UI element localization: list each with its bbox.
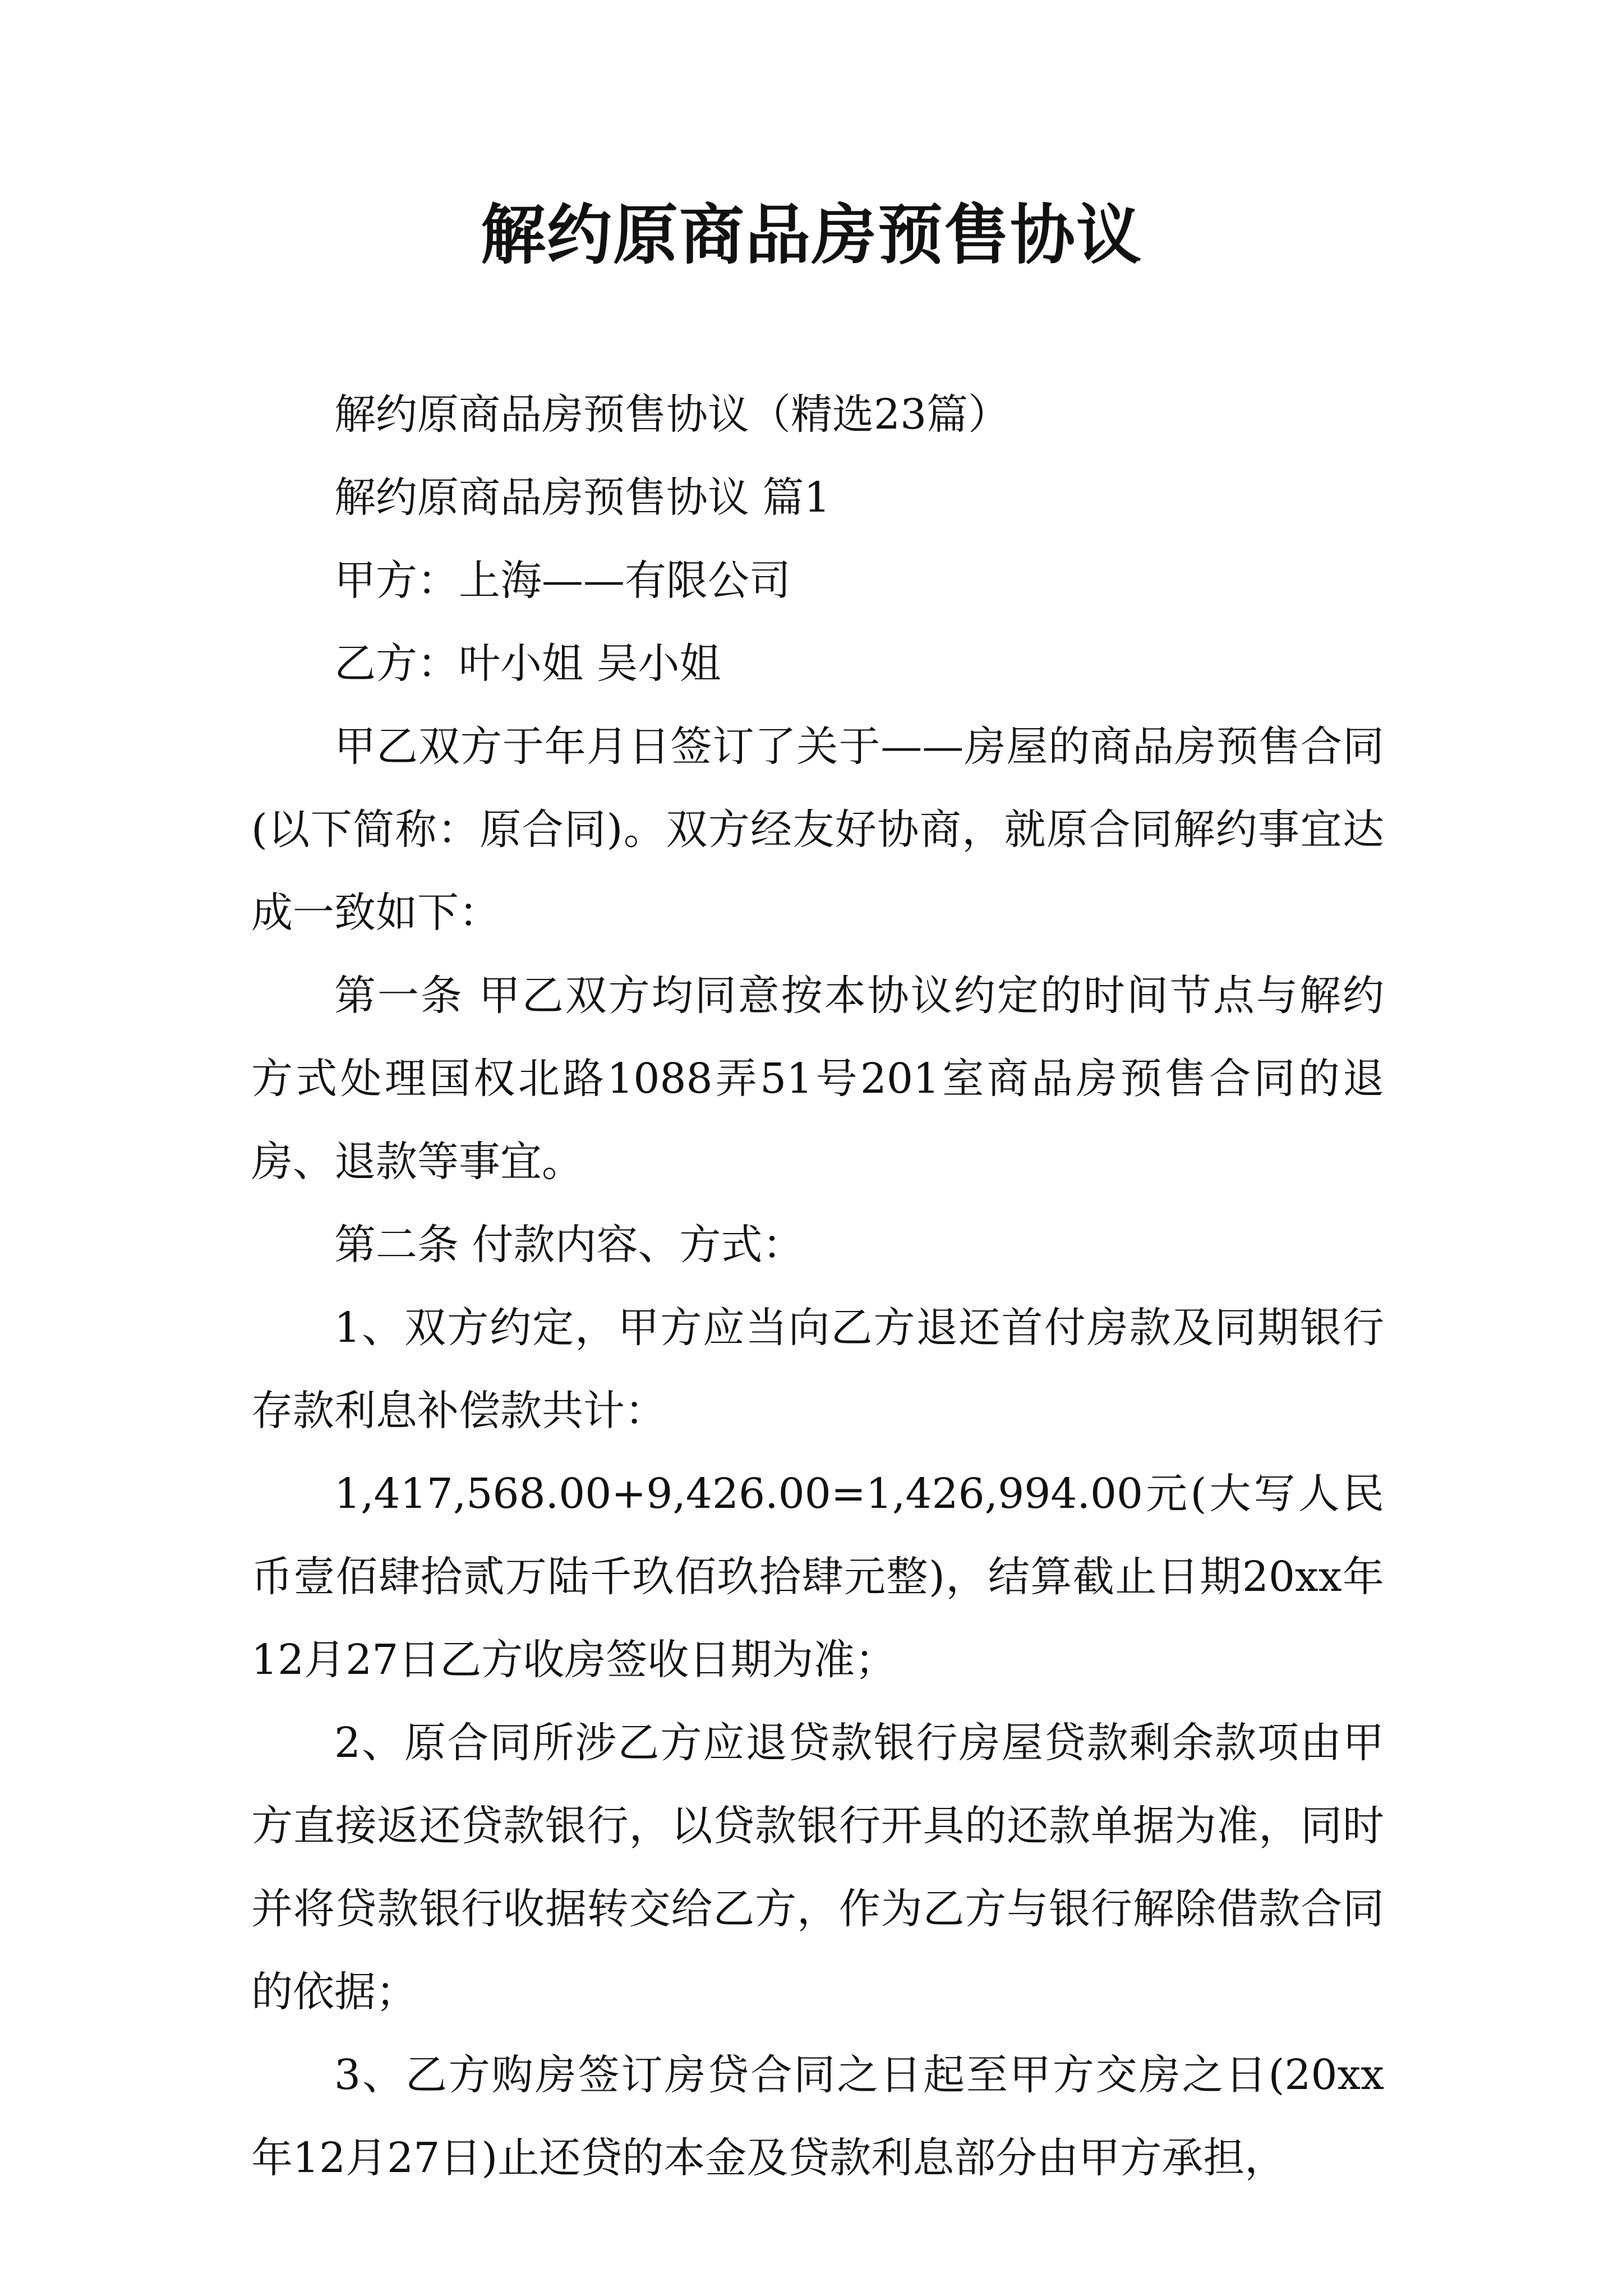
- paragraph-party-b: 乙方：叶小姐 吴小姐: [334, 639, 721, 688]
- paragraph-clause-3: 3、乙方购房签订房贷合同之日起至甲方交房之日(20xx年12月27日)止还贷的本金及贷款利息部分由甲方承担，: [251, 2051, 1384, 2182]
- paragraph-article-1: 第一条 甲乙双方均同意按本协议约定的时间节点与解约方式处理国权北路1088弄51号201室商品房预售合同的退房、退款等事宜。: [251, 972, 1384, 1186]
- paragraph-party-a: 甲方：上海——有限公司: [334, 556, 791, 605]
- paragraph-article-2: 第二条 付款内容、方式：: [334, 1221, 804, 1269]
- paragraph-clause-2: 2、原合同所涉乙方应退贷款银行房屋贷款剩余款项由甲方直接返还贷款银行，以贷款银行开具的还款单据为准，同时并将贷款银行收据转交给乙方，作为乙方与银行解除借款合同的依据；: [251, 1719, 1384, 2016]
- paragraph-preamble: 甲乙双方于年月日签订了关于——房屋的商品房预售合同(以下简称：原合同)。双方经友好协商，就原合同解约事宜达成一致如下：: [251, 723, 1384, 937]
- document-body: [251, 373, 1384, 2200]
- paragraph-clause-1-amount: 1,417,568.00+9,426.00=1,426,994.00元(大写人民币壹佰肆拾贰万陆千玖佰玖拾肆元整)，结算截止日期20xx年12月27日乙方收房签收日期为准；: [251, 1470, 1384, 1684]
- paragraph-subtitle: 解约原商品房预售协议（精选23篇）: [334, 390, 1010, 439]
- paragraph-section-heading: 解约原商品房预售协议 篇1: [334, 473, 831, 522]
- paragraph-clause-1: 1、双方约定，甲方应当向乙方退还首付房款及同期银行存款利息补偿款共计：: [251, 1304, 1384, 1435]
- document-title: 解约原商品房预售协议: [481, 197, 1142, 273]
